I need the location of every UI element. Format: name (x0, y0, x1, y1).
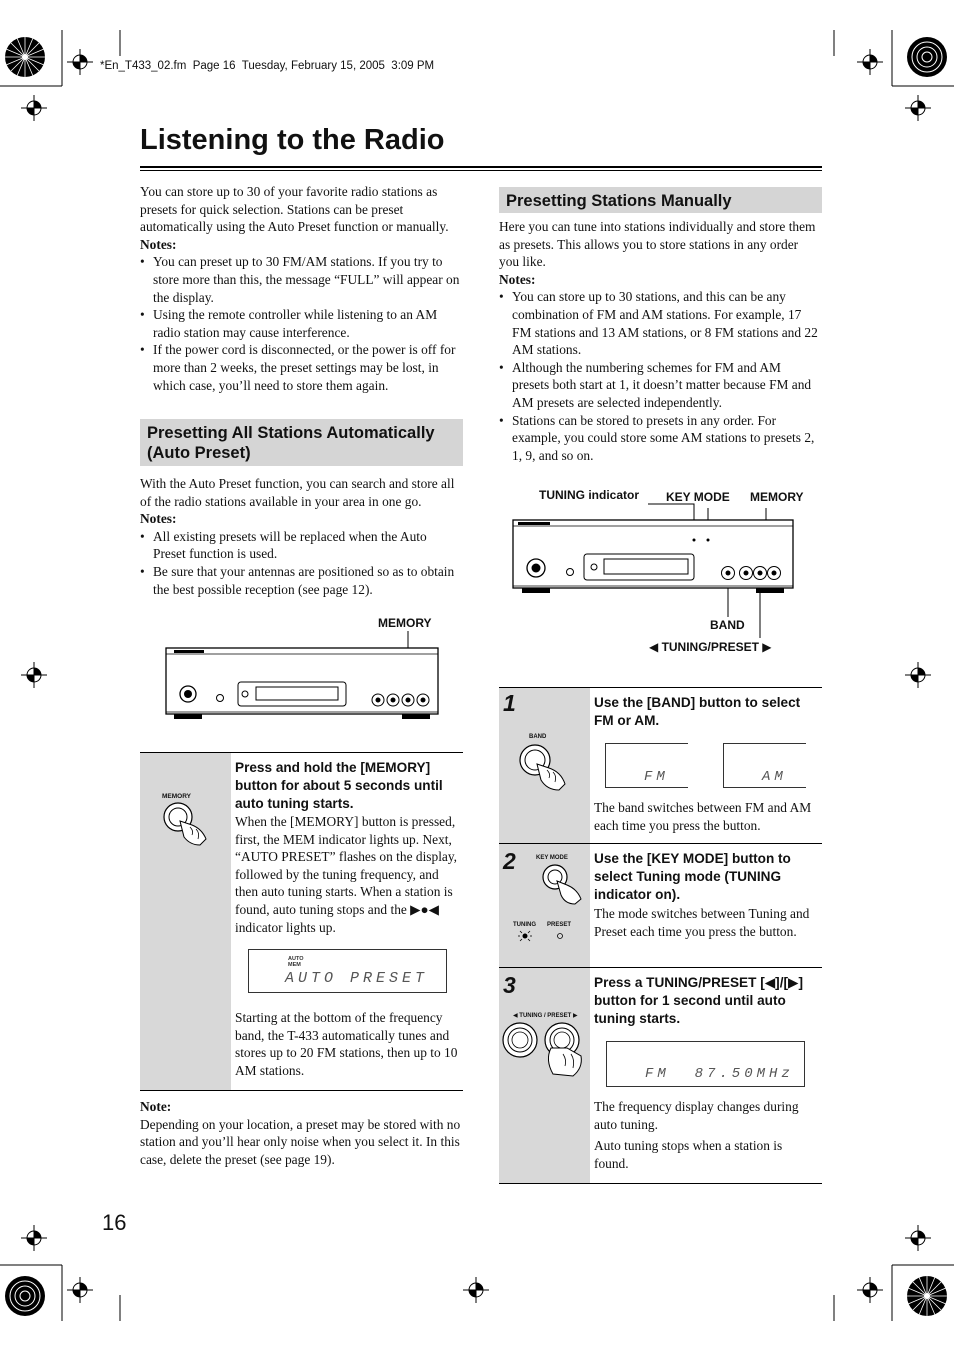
step1-text: The band switches between FM and AM each time you press the button. (594, 800, 812, 833)
intro-notes-list (140, 253, 462, 394)
step3-title: Press a TUNING/PRESET [◀]/[▶] button for 1 second until auto tuning starts. (594, 975, 803, 1026)
lcd-fm-text: FM (644, 769, 669, 785)
auto-preset-lcd (248, 949, 447, 993)
page-number: 16 (102, 1210, 127, 1235)
press-button-hand-icon (162, 801, 212, 847)
memory-callout-label: MEMORY (378, 616, 432, 630)
lcd-am-text: AM (762, 769, 787, 785)
manual-preset-heading: Presetting Stations Manually (499, 187, 822, 213)
title-rule-thin (140, 170, 822, 171)
band-button-label: BAND (529, 734, 547, 740)
auto-step-title: Press and hold the [MEMORY] button for about 5 seconds until auto tuning starts. (235, 760, 443, 811)
manual-steps-table (499, 687, 822, 1184)
auto-notes-label: Notes: (140, 511, 177, 527)
key-mode-callout: KEY MODE (666, 490, 730, 504)
lcd-auto-mem-indicator: AUTO MEM (288, 956, 304, 968)
lcd-am-display (723, 743, 806, 788)
auto-step-text1: When the [MEMORY] button is pressed, first, the MEM indicator lights up. Next, “AUTO PRESET” flashes on the display, followed by the tuning frequency, and then auto tuning starts. When a station is found, auto tuning stops and the ▶●◀ indicator lights up. (235, 814, 458, 935)
press-key-mode-hand-icon (541, 863, 589, 905)
lcd-frequency-text: FM 87.50MHz (645, 1066, 794, 1082)
tuning-indicator-callout: TUNING indicator (539, 488, 640, 502)
title-rule (140, 166, 822, 168)
preset-indicator-off-icon (555, 931, 565, 941)
step-divider (499, 843, 822, 844)
lcd-fm-display (605, 743, 688, 788)
step1-title: Use the [BAND] button to select FM or AM. (594, 695, 801, 728)
list-item: • Although the numbering schemes for FM and AM presets both start at 1, it doesn’t matter because FM and AM presets are selected independently. (499, 359, 821, 412)
key-mode-button-label: KEY MODE (536, 855, 568, 861)
band-callout: BAND (710, 618, 745, 632)
tuner-front-panel-diagram (160, 628, 445, 728)
tuner-front-panel-diagram-right (508, 500, 808, 650)
list-item: • All existing presets will be replaced when the Auto Preset function is used. (140, 528, 462, 563)
step-number: 3 (503, 972, 516, 998)
list-item: • Be sure that your antennas are positioned so as to obtain the best possible reception (see page 12). (140, 563, 462, 598)
step2-text: The mode switches between Tuning and Preset each time you press the button. (594, 906, 810, 939)
tuning-indicator-label: TUNING (513, 922, 536, 928)
manual-notes-list (499, 288, 821, 464)
step3-text2: Auto tuning stops when a station is found. (594, 1138, 783, 1171)
step3-text1: The frequency display changes during auto tuning. (594, 1099, 799, 1132)
press-tuning-preset-hand-icon (501, 1020, 589, 1078)
step-number: 2 (503, 848, 516, 874)
lcd-frequency-display (606, 1041, 805, 1087)
step-number: 1 (503, 690, 516, 716)
preset-indicator-label: PRESET (547, 922, 572, 928)
list-item: • You can store up to 30 stations, and this can be any combination of FM and AM stations. For example, 17 FM stations and 13 AM stations, or 8 FM stations and 22 AM stations. (499, 288, 821, 358)
intro-notes-label: Notes: (140, 236, 177, 252)
file-header-line: *En_T433_02.fm Page 16 Tuesday, February 15, 2005 3:09 PM (100, 60, 435, 72)
auto-note-label: Note: (140, 1099, 172, 1114)
auto-preset-step (140, 752, 463, 1091)
manual-paragraph: Here you can tune into stations individually and store them as presets. This allows you to store stations in any order you like. (499, 219, 816, 270)
press-band-button-hand-icon (517, 742, 573, 792)
auto-preset-intro (140, 475, 462, 598)
auto-note-block (140, 1098, 462, 1168)
step2-title: Use the [KEY MODE] button to select Tuning mode (TUNING indicator on). (594, 851, 791, 902)
memory-callout: MEMORY (750, 490, 804, 504)
intro-block (140, 183, 462, 394)
list-item: • If the power cord is disconnected, or the power is off for more than 2 weeks, the preset settings may be lost, in which case, you’ll need to store them again. (140, 341, 462, 394)
lcd-auto-preset-text: AUTO PRESET (285, 970, 429, 987)
intro-paragraph: You can store up to 30 of your favorite radio stations as presets for quick selection. Stations can be preset automatically using the Auto Preset function or manually. (140, 184, 449, 235)
manual-intro (499, 218, 821, 464)
memory-button-label: MEMORY (162, 793, 192, 800)
auto-paragraph: With the Auto Preset function, you can search and store all of the radio stations available in your area in one go. (140, 476, 455, 509)
tuning-preset-button-label: ◀ TUNING / PRESET ▶ (513, 1013, 578, 1019)
list-item: • Stations can be stored to presets in any order. For example, you could store some AM stations to presets 2, 1, 9, and so on. (499, 412, 821, 465)
auto-step-text2: Starting at the bottom of the frequency band, the T-433 automatically tunes and stores up to 20 FM stations, then up to 10 AM stations. (235, 1010, 458, 1078)
list-item: • You can preset up to 30 FM/AM stations. If you try to store more than this, the message “FULL” will appear on the display. (140, 253, 462, 306)
list-item: • Using the remote controller while listening to an AM radio station may cause interference. (140, 306, 462, 341)
auto-notes-list (140, 528, 462, 598)
auto-note-text: Depending on your location, a preset may be stored with no station and you’ll hear only noise when you select it. In this case, delete the preset (see page 19). (140, 1116, 461, 1167)
tuning-preset-callout: ◀ TUNING/PRESET ▶ (649, 640, 772, 654)
auto-preset-heading: Presetting All Stations Automatically (Auto Preset) (140, 419, 463, 466)
page-title: Listening to the Radio (140, 124, 445, 156)
manual-notes-label: Notes: (499, 271, 536, 287)
step-divider (499, 967, 822, 968)
tuning-indicator-lit-icon (515, 929, 535, 943)
